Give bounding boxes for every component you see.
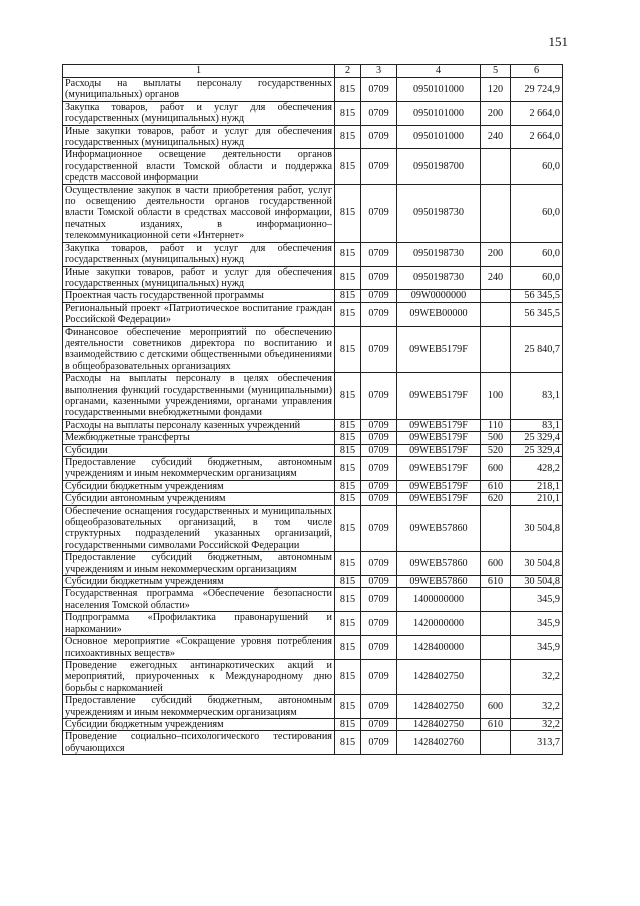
cell-amount: 313,7 — [511, 731, 563, 755]
cell-target-article: 0950101000 — [397, 78, 481, 102]
cell-amount: 60,0 — [511, 266, 563, 290]
cell-item-name: Расходы на выплаты персоналу в целях обеспечения выполнения функций государственными (муниципальными) органами, казенными учреждениями, органами управления государственными внебюджетными фондами — [63, 373, 335, 420]
cell-amount: 32,2 — [511, 718, 563, 730]
cell-target-article: 09WEB5179F — [397, 480, 481, 492]
cell-amount: 25 329,4 — [511, 432, 563, 444]
cell-target-article: 1420000000 — [397, 612, 481, 636]
cell-ministry-code: 815 — [335, 718, 361, 730]
cell-section-code: 0709 — [361, 457, 397, 481]
cell-section-code: 0709 — [361, 125, 397, 149]
cell-target-article: 09WEB5179F — [397, 419, 481, 431]
cell-expense-type: 610 — [481, 576, 511, 588]
table-row — [63, 588, 563, 612]
table-row — [63, 125, 563, 149]
cell-section-code: 0709 — [361, 326, 397, 373]
table-row — [63, 718, 563, 730]
cell-ministry-code: 815 — [335, 125, 361, 149]
cell-target-article: 1428402750 — [397, 695, 481, 719]
cell-expense-type — [481, 184, 511, 242]
cell-target-article: 1400000000 — [397, 588, 481, 612]
cell-amount: 25 840,7 — [511, 326, 563, 373]
cell-amount: 2 664,0 — [511, 125, 563, 149]
cell-target-article: 1428402750 — [397, 659, 481, 694]
cell-ministry-code: 815 — [335, 480, 361, 492]
cell-ministry-code: 815 — [335, 457, 361, 481]
cell-item-name: Расходы на выплаты персоналу государственных (муниципальных) органов — [63, 78, 335, 102]
cell-ministry-code: 815 — [335, 576, 361, 588]
cell-amount: 83,1 — [511, 419, 563, 431]
cell-section-code: 0709 — [361, 149, 397, 184]
table-header — [63, 65, 563, 78]
cell-target-article: 1428402750 — [397, 718, 481, 730]
cell-expense-type: 240 — [481, 125, 511, 149]
table-row — [63, 695, 563, 719]
cell-ministry-code: 815 — [335, 101, 361, 125]
cell-section-code: 0709 — [361, 184, 397, 242]
cell-section-code: 0709 — [361, 695, 397, 719]
cell-ministry-code: 815 — [335, 612, 361, 636]
cell-item-name: Иные закупки товаров, работ и услуг для обеспечения государственных (муниципальных) нужд — [63, 266, 335, 290]
cell-section-code: 0709 — [361, 266, 397, 290]
cell-amount: 345,9 — [511, 636, 563, 660]
cell-item-name: Закупка товаров, работ и услуг для обеспечения государственных (муниципальных) нужд — [63, 101, 335, 125]
cell-expense-type: 110 — [481, 419, 511, 431]
cell-expense-type — [481, 149, 511, 184]
table-row — [63, 326, 563, 373]
cell-expense-type: 610 — [481, 718, 511, 730]
cell-target-article: 0950101000 — [397, 125, 481, 149]
cell-amount: 29 724,9 — [511, 78, 563, 102]
table-row — [63, 290, 563, 302]
table-row — [63, 419, 563, 431]
cell-item-name: Основное мероприятие «Сокращение уровня потребления психоактивных веществ» — [63, 636, 335, 660]
cell-target-article: 09WEB5179F — [397, 493, 481, 505]
cell-ministry-code: 815 — [335, 184, 361, 242]
cell-amount: 32,2 — [511, 659, 563, 694]
cell-section-code: 0709 — [361, 78, 397, 102]
cell-ministry-code: 815 — [335, 695, 361, 719]
cell-ministry-code: 815 — [335, 326, 361, 373]
cell-target-article: 09WEB00000 — [397, 302, 481, 326]
table-row — [63, 242, 563, 266]
cell-item-name: Осуществление закупок в части приобретения работ, услуг по освещению деятельности органов государственной власти Томской области в средствах массовой информации, печатных изданиях, в информационно–телекоммуникационной сети «Интернет» — [63, 184, 335, 242]
cell-target-article: 09WEB5179F — [397, 457, 481, 481]
cell-target-article: 09W0000000 — [397, 290, 481, 302]
budget-table — [62, 64, 563, 755]
cell-amount: 345,9 — [511, 588, 563, 612]
cell-item-name: Проектная часть государственной программы — [63, 290, 335, 302]
cell-section-code: 0709 — [361, 552, 397, 576]
cell-section-code: 0709 — [361, 242, 397, 266]
cell-section-code: 0709 — [361, 444, 397, 456]
table-row — [63, 636, 563, 660]
cell-item-name: Государственная программа «Обеспечение безопасности населения Томской области» — [63, 588, 335, 612]
cell-ministry-code: 815 — [335, 290, 361, 302]
cell-expense-type: 240 — [481, 266, 511, 290]
cell-target-article: 1428402760 — [397, 731, 481, 755]
cell-ministry-code: 815 — [335, 373, 361, 420]
cell-amount: 218,1 — [511, 480, 563, 492]
cell-ministry-code: 815 — [335, 78, 361, 102]
table-row — [63, 457, 563, 481]
cell-section-code: 0709 — [361, 480, 397, 492]
cell-expense-type — [481, 505, 511, 552]
cell-target-article: 0950198730 — [397, 242, 481, 266]
cell-amount: 345,9 — [511, 612, 563, 636]
cell-item-name: Межбюджетные трансферты — [63, 432, 335, 444]
cell-item-name: Субсидии — [63, 444, 335, 456]
table-row — [63, 444, 563, 456]
cell-expense-type — [481, 612, 511, 636]
cell-ministry-code: 815 — [335, 149, 361, 184]
cell-item-name: Проведение социально–психологического тестирования обучающихся — [63, 731, 335, 755]
cell-amount: 32,2 — [511, 695, 563, 719]
table-body — [63, 78, 563, 755]
cell-amount: 60,0 — [511, 184, 563, 242]
cell-section-code: 0709 — [361, 588, 397, 612]
table-row — [63, 493, 563, 505]
header-col-2: 2 — [335, 65, 361, 78]
cell-ministry-code: 815 — [335, 731, 361, 755]
cell-expense-type: 620 — [481, 493, 511, 505]
cell-section-code: 0709 — [361, 302, 397, 326]
cell-expense-type: 200 — [481, 101, 511, 125]
cell-ministry-code: 815 — [335, 636, 361, 660]
cell-item-name: Региональный проект «Патриотическое воспитание граждан Российской Федерации» — [63, 302, 335, 326]
cell-expense-type — [481, 588, 511, 612]
table-row — [63, 659, 563, 694]
cell-ministry-code: 815 — [335, 588, 361, 612]
cell-section-code: 0709 — [361, 419, 397, 431]
cell-ministry-code: 815 — [335, 266, 361, 290]
cell-target-article: 09WEB57860 — [397, 505, 481, 552]
table-row — [63, 149, 563, 184]
cell-ministry-code: 815 — [335, 444, 361, 456]
cell-item-name: Обеспечение оснащения государственных и муниципальных общеобразовательных организаций, в том числе структурных подразделений указанных организаций, государственными символами Российской Федерации — [63, 505, 335, 552]
cell-ministry-code: 815 — [335, 432, 361, 444]
table-row — [63, 101, 563, 125]
cell-item-name: Субсидии бюджетным учреждениям — [63, 718, 335, 730]
table-row — [63, 505, 563, 552]
cell-section-code: 0709 — [361, 612, 397, 636]
cell-ministry-code: 815 — [335, 659, 361, 694]
cell-target-article: 0950101000 — [397, 101, 481, 125]
cell-amount: 25 329,4 — [511, 444, 563, 456]
header-col-5: 5 — [481, 65, 511, 78]
cell-item-name: Проведение ежегодных антинаркотических акций и мероприятий, приуроченных к Международному дню борьбы с наркоманией — [63, 659, 335, 694]
cell-amount: 2 664,0 — [511, 101, 563, 125]
cell-expense-type — [481, 731, 511, 755]
table-row — [63, 731, 563, 755]
cell-target-article: 09WEB57860 — [397, 552, 481, 576]
cell-amount: 30 504,8 — [511, 576, 563, 588]
cell-section-code: 0709 — [361, 493, 397, 505]
cell-section-code: 0709 — [361, 373, 397, 420]
table-row — [63, 612, 563, 636]
table-row — [63, 266, 563, 290]
cell-section-code: 0709 — [361, 290, 397, 302]
cell-section-code: 0709 — [361, 576, 397, 588]
cell-ministry-code: 815 — [335, 493, 361, 505]
table-row — [63, 480, 563, 492]
header-col-6: 6 — [511, 65, 563, 78]
header-row — [63, 65, 563, 78]
cell-target-article: 1428400000 — [397, 636, 481, 660]
cell-section-code: 0709 — [361, 101, 397, 125]
cell-section-code: 0709 — [361, 636, 397, 660]
cell-item-name: Предоставление субсидий бюджетным, автономным учреждениям и иным некоммерческим организациям — [63, 457, 335, 481]
table-row — [63, 78, 563, 102]
cell-target-article: 09WEB5179F — [397, 373, 481, 420]
cell-item-name: Иные закупки товаров, работ и услуг для обеспечения государственных (муниципальных) нужд — [63, 125, 335, 149]
cell-target-article: 09WEB5179F — [397, 326, 481, 373]
cell-target-article: 0950198730 — [397, 266, 481, 290]
table-row — [63, 373, 563, 420]
cell-target-article: 09WEB5179F — [397, 432, 481, 444]
table-row — [63, 184, 563, 242]
cell-amount: 60,0 — [511, 149, 563, 184]
cell-amount: 83,1 — [511, 373, 563, 420]
cell-item-name: Субсидии автономным учреждениям — [63, 493, 335, 505]
cell-item-name: Предоставление субсидий бюджетным, автономным учреждениям и иным некоммерческим организациям — [63, 552, 335, 576]
cell-expense-type: 520 — [481, 444, 511, 456]
cell-expense-type: 600 — [481, 457, 511, 481]
cell-amount: 210,1 — [511, 493, 563, 505]
cell-target-article: 09WEB57860 — [397, 576, 481, 588]
cell-expense-type — [481, 302, 511, 326]
cell-section-code: 0709 — [361, 659, 397, 694]
cell-target-article: 09WEB5179F — [397, 444, 481, 456]
cell-section-code: 0709 — [361, 432, 397, 444]
cell-section-code: 0709 — [361, 505, 397, 552]
cell-item-name: Субсидии бюджетным учреждениям — [63, 480, 335, 492]
cell-target-article: 0950198700 — [397, 149, 481, 184]
cell-expense-type: 610 — [481, 480, 511, 492]
cell-amount: 428,2 — [511, 457, 563, 481]
cell-amount: 30 504,8 — [511, 552, 563, 576]
cell-amount: 30 504,8 — [511, 505, 563, 552]
table-row — [63, 576, 563, 588]
cell-amount: 56 345,5 — [511, 290, 563, 302]
cell-item-name: Предоставление субсидий бюджетным, автономным учреждениям и иным некоммерческим организациям — [63, 695, 335, 719]
cell-expense-type: 200 — [481, 242, 511, 266]
cell-expense-type: 120 — [481, 78, 511, 102]
cell-expense-type — [481, 659, 511, 694]
cell-section-code: 0709 — [361, 718, 397, 730]
table-row — [63, 302, 563, 326]
cell-amount: 56 345,5 — [511, 302, 563, 326]
cell-ministry-code: 815 — [335, 419, 361, 431]
cell-ministry-code: 815 — [335, 302, 361, 326]
cell-expense-type: 600 — [481, 695, 511, 719]
cell-expense-type — [481, 290, 511, 302]
page-number: 151 — [548, 34, 568, 49]
cell-target-article: 0950198730 — [397, 184, 481, 242]
cell-item-name: Информационное освещение деятельности органов государственной власти Томской области и поддержка средств массовой информации — [63, 149, 335, 184]
cell-item-name: Субсидии бюджетным учреждениям — [63, 576, 335, 588]
cell-item-name: Расходы на выплаты персоналу казенных учреждений — [63, 419, 335, 431]
cell-expense-type — [481, 636, 511, 660]
cell-ministry-code: 815 — [335, 552, 361, 576]
cell-ministry-code: 815 — [335, 505, 361, 552]
header-col-1: 1 — [63, 65, 335, 78]
header-col-4: 4 — [397, 65, 481, 78]
cell-expense-type — [481, 326, 511, 373]
cell-item-name: Закупка товаров, работ и услуг для обеспечения государственных (муниципальных) нужд — [63, 242, 335, 266]
cell-expense-type: 100 — [481, 373, 511, 420]
cell-expense-type: 600 — [481, 552, 511, 576]
cell-item-name: Подпрограмма «Профилактика правонарушений и наркомании» — [63, 612, 335, 636]
table-row — [63, 552, 563, 576]
cell-amount: 60,0 — [511, 242, 563, 266]
cell-section-code: 0709 — [361, 731, 397, 755]
cell-expense-type: 500 — [481, 432, 511, 444]
header-col-3: 3 — [361, 65, 397, 78]
cell-ministry-code: 815 — [335, 242, 361, 266]
cell-item-name: Финансовое обеспечение мероприятий по обеспечению деятельности советников директора по воспитанию и взаимодействию с детскими общественными объединениями в общеобразовательных организациях — [63, 326, 335, 373]
table-row — [63, 432, 563, 444]
